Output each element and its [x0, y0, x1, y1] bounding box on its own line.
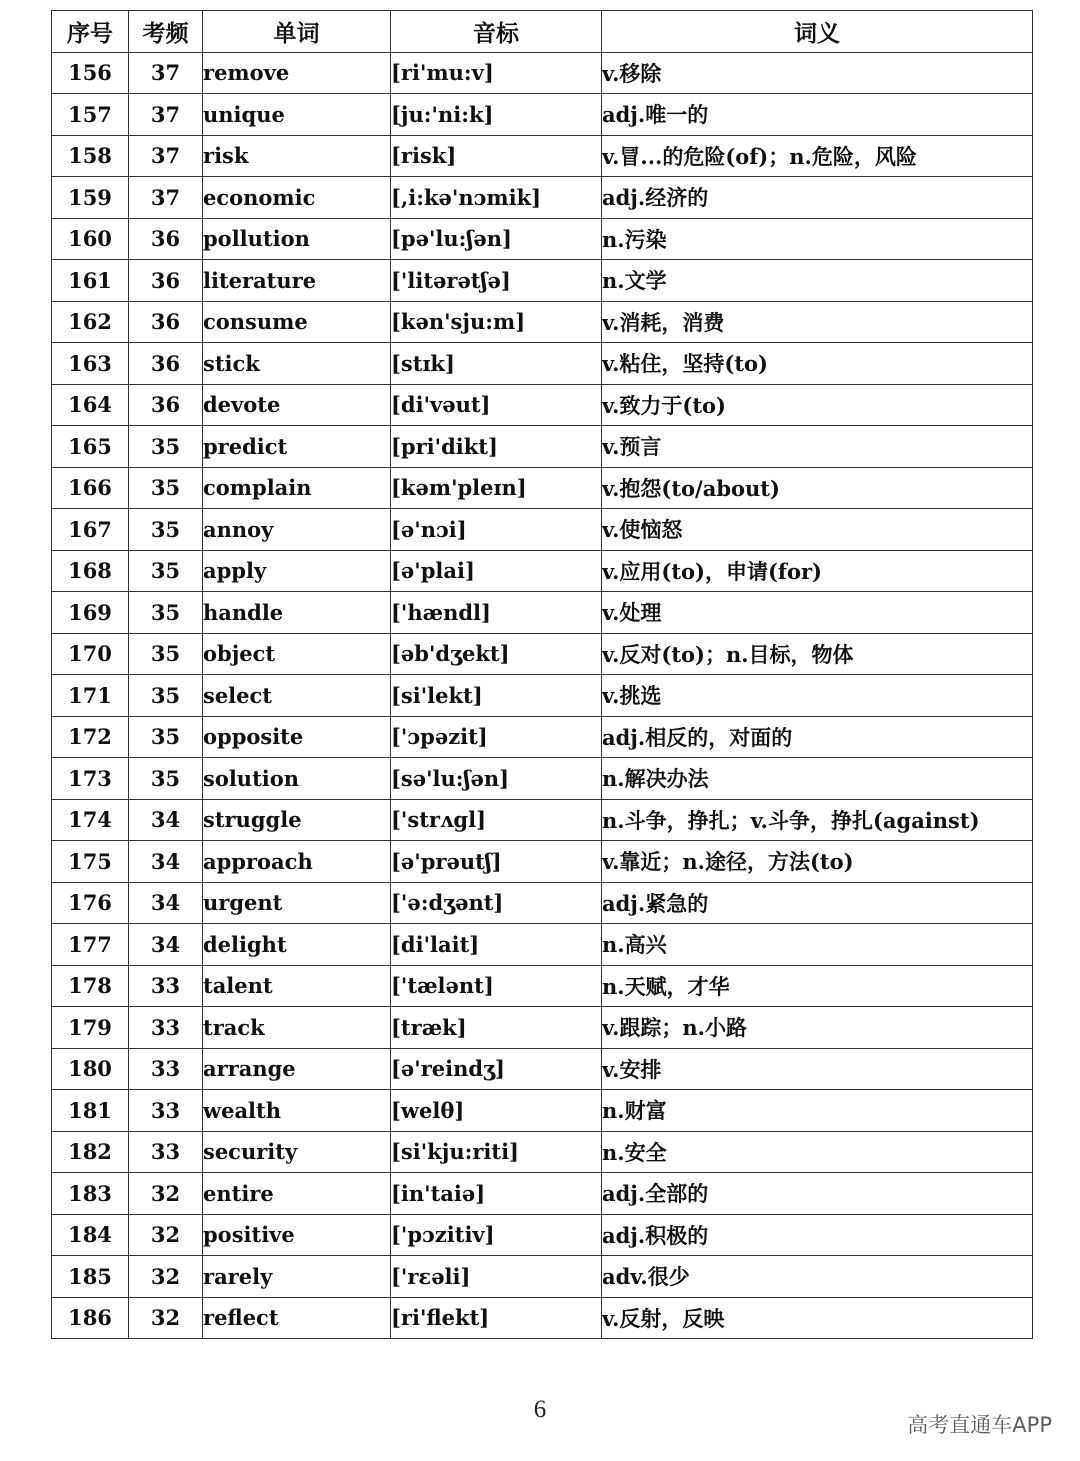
cell-phonetic: [kəm'pleɪn] — [391, 467, 602, 509]
cell-frequency: 34 — [129, 841, 203, 883]
cell-definition: v.应用(to)，申请(for) — [602, 550, 1033, 592]
cell-word: devote — [203, 384, 391, 426]
watermark-text: 高考直通车APP — [907, 1413, 1052, 1437]
cell-definition: v.反射，反映 — [602, 1297, 1033, 1339]
cell-id: 161 — [52, 260, 129, 302]
cell-phonetic: [ə'nɔi] — [391, 509, 602, 551]
table-row — [52, 841, 1033, 883]
cell-phonetic: [sə'lu:ʃən] — [391, 758, 602, 800]
cell-frequency: 35 — [129, 467, 203, 509]
cell-phonetic: ['tælənt] — [391, 965, 602, 1007]
cell-id: 167 — [52, 509, 129, 551]
cell-id: 178 — [52, 965, 129, 1007]
cell-phonetic: [pə'lu:ʃən] — [391, 218, 602, 260]
cell-frequency: 34 — [129, 799, 203, 841]
cell-word: consume — [203, 301, 391, 343]
cell-frequency: 35 — [129, 550, 203, 592]
cell-frequency: 32 — [129, 1297, 203, 1339]
cell-frequency: 33 — [129, 965, 203, 1007]
table-row — [52, 799, 1033, 841]
table-header — [52, 11, 1033, 53]
cell-word: pollution — [203, 218, 391, 260]
cell-id: 176 — [52, 882, 129, 924]
cell-frequency: 32 — [129, 1256, 203, 1298]
cell-phonetic: [træk] — [391, 1007, 602, 1049]
cell-frequency: 37 — [129, 135, 203, 177]
cell-definition: v.粘住，坚持(to) — [602, 343, 1033, 385]
table-row — [52, 384, 1033, 426]
cell-frequency: 35 — [129, 592, 203, 634]
cell-frequency: 37 — [129, 177, 203, 219]
table-row — [52, 301, 1033, 343]
cell-definition: n.天赋，才华 — [602, 965, 1033, 1007]
cell-phonetic: [ju:'ni:k] — [391, 94, 602, 136]
cell-id: 183 — [52, 1173, 129, 1215]
table-row — [52, 965, 1033, 1007]
cell-frequency: 35 — [129, 633, 203, 675]
cell-id: 179 — [52, 1007, 129, 1049]
cell-id: 168 — [52, 550, 129, 592]
table-row — [52, 675, 1033, 717]
cell-id: 159 — [52, 177, 129, 219]
cell-id: 166 — [52, 467, 129, 509]
table-row — [52, 1007, 1033, 1049]
cell-id: 184 — [52, 1214, 129, 1256]
cell-id: 163 — [52, 343, 129, 385]
table-row — [52, 882, 1033, 924]
cell-definition: adj.紧急的 — [602, 882, 1033, 924]
cell-word: handle — [203, 592, 391, 634]
table-row — [52, 716, 1033, 758]
table-row — [52, 758, 1033, 800]
header-id: 序号 — [52, 11, 129, 53]
cell-phonetic: [welθ] — [391, 1090, 602, 1132]
cell-phonetic: [,i:kə'nɔmik] — [391, 177, 602, 219]
cell-frequency: 35 — [129, 509, 203, 551]
cell-word: select — [203, 675, 391, 717]
vocabulary-table — [51, 10, 1033, 1339]
cell-phonetic: [pri'dikt] — [391, 426, 602, 468]
cell-word: object — [203, 633, 391, 675]
cell-phonetic: [əb'dʒekt] — [391, 633, 602, 675]
cell-definition: v.反对(to)；n.目标，物体 — [602, 633, 1033, 675]
cell-phonetic: [ə'prəutʃ] — [391, 841, 602, 883]
cell-id: 174 — [52, 799, 129, 841]
cell-frequency: 35 — [129, 716, 203, 758]
cell-id: 171 — [52, 675, 129, 717]
cell-phonetic: [di'lait] — [391, 924, 602, 966]
table-row — [52, 1297, 1033, 1339]
cell-phonetic: ['strʌgl] — [391, 799, 602, 841]
cell-definition: v.使恼怒 — [602, 509, 1033, 551]
cell-definition: adj.唯一的 — [602, 94, 1033, 136]
cell-phonetic: [si'kju:riti] — [391, 1131, 602, 1173]
table-row — [52, 633, 1033, 675]
cell-frequency: 36 — [129, 301, 203, 343]
cell-word: literature — [203, 260, 391, 302]
table-row — [52, 177, 1033, 219]
cell-word: arrange — [203, 1048, 391, 1090]
header-frequency: 考频 — [129, 11, 203, 53]
table-row — [52, 1214, 1033, 1256]
header-definition: 词义 — [602, 11, 1033, 53]
cell-word: delight — [203, 924, 391, 966]
table-row — [52, 260, 1033, 302]
table-row — [52, 550, 1033, 592]
cell-frequency: 34 — [129, 882, 203, 924]
cell-phonetic: [stɪk] — [391, 343, 602, 385]
cell-id: 172 — [52, 716, 129, 758]
cell-definition: v.靠近；n.途径，方法(to) — [602, 841, 1033, 883]
table-row — [52, 1131, 1033, 1173]
cell-frequency: 34 — [129, 924, 203, 966]
cell-definition: n.高兴 — [602, 924, 1033, 966]
cell-frequency: 35 — [129, 426, 203, 468]
cell-id: 175 — [52, 841, 129, 883]
cell-id: 157 — [52, 94, 129, 136]
cell-definition: v.处理 — [602, 592, 1033, 634]
cell-phonetic: [ri'mu:v] — [391, 52, 602, 94]
cell-definition: n.安全 — [602, 1131, 1033, 1173]
cell-frequency: 35 — [129, 675, 203, 717]
header-phonetic: 音标 — [391, 11, 602, 53]
cell-phonetic: ['pɔzitiv] — [391, 1214, 602, 1256]
cell-word: entire — [203, 1173, 391, 1215]
cell-word: complain — [203, 467, 391, 509]
cell-phonetic: ['litərətʃə] — [391, 260, 602, 302]
cell-word: remove — [203, 52, 391, 94]
cell-id: 170 — [52, 633, 129, 675]
cell-frequency: 33 — [129, 1007, 203, 1049]
cell-id: 182 — [52, 1131, 129, 1173]
cell-phonetic: [in'taiə] — [391, 1173, 602, 1215]
cell-definition: adj.经济的 — [602, 177, 1033, 219]
cell-phonetic: [di'vəut] — [391, 384, 602, 426]
cell-definition: n.斗争，挣扎；v.斗争，挣扎(against) — [602, 799, 1033, 841]
cell-definition: n.解决办法 — [602, 758, 1033, 800]
table-row — [52, 218, 1033, 260]
cell-definition: v.抱怨(to/about) — [602, 467, 1033, 509]
table-row — [52, 1090, 1033, 1132]
cell-id: 165 — [52, 426, 129, 468]
cell-word: opposite — [203, 716, 391, 758]
cell-phonetic: [si'lekt] — [391, 675, 602, 717]
cell-id: 169 — [52, 592, 129, 634]
cell-phonetic: [kən'sju:m] — [391, 301, 602, 343]
cell-definition: v.跟踪；n.小路 — [602, 1007, 1033, 1049]
table-row — [52, 52, 1033, 94]
cell-frequency: 36 — [129, 260, 203, 302]
table-row — [52, 467, 1033, 509]
table-row — [52, 343, 1033, 385]
cell-id: 173 — [52, 758, 129, 800]
cell-definition: n.财富 — [602, 1090, 1033, 1132]
table-row — [52, 1173, 1033, 1215]
cell-frequency: 36 — [129, 343, 203, 385]
cell-id: 156 — [52, 52, 129, 94]
cell-definition: v.消耗，消费 — [602, 301, 1033, 343]
header-word: 单词 — [203, 11, 391, 53]
cell-definition: adj.相反的，对面的 — [602, 716, 1033, 758]
cell-word: talent — [203, 965, 391, 1007]
cell-frequency: 32 — [129, 1214, 203, 1256]
table-row — [52, 135, 1033, 177]
cell-word: reflect — [203, 1297, 391, 1339]
cell-frequency: 36 — [129, 218, 203, 260]
cell-word: rarely — [203, 1256, 391, 1298]
cell-id: 160 — [52, 218, 129, 260]
cell-word: risk — [203, 135, 391, 177]
table-row — [52, 1048, 1033, 1090]
cell-definition: v.安排 — [602, 1048, 1033, 1090]
cell-phonetic: [ə'plai] — [391, 550, 602, 592]
cell-word: track — [203, 1007, 391, 1049]
cell-definition: adv.很少 — [602, 1256, 1033, 1298]
cell-word: urgent — [203, 882, 391, 924]
cell-id: 185 — [52, 1256, 129, 1298]
table-row — [52, 426, 1033, 468]
cell-phonetic: [risk] — [391, 135, 602, 177]
cell-frequency: 33 — [129, 1090, 203, 1132]
cell-word: predict — [203, 426, 391, 468]
table-row — [52, 509, 1033, 551]
cell-word: positive — [203, 1214, 391, 1256]
cell-id: 162 — [52, 301, 129, 343]
cell-frequency: 37 — [129, 94, 203, 136]
cell-word: stick — [203, 343, 391, 385]
cell-id: 181 — [52, 1090, 129, 1132]
cell-definition: n.污染 — [602, 218, 1033, 260]
cell-word: wealth — [203, 1090, 391, 1132]
table-row — [52, 94, 1033, 136]
cell-word: struggle — [203, 799, 391, 841]
cell-word: security — [203, 1131, 391, 1173]
cell-frequency: 36 — [129, 384, 203, 426]
cell-phonetic: [ə'reindʒ] — [391, 1048, 602, 1090]
cell-definition: adj.积极的 — [602, 1214, 1033, 1256]
cell-phonetic: [ri'flekt] — [391, 1297, 602, 1339]
cell-frequency: 35 — [129, 758, 203, 800]
cell-id: 164 — [52, 384, 129, 426]
cell-word: annoy — [203, 509, 391, 551]
cell-frequency: 37 — [129, 52, 203, 94]
cell-word: unique — [203, 94, 391, 136]
cell-phonetic: ['rɛəli] — [391, 1256, 602, 1298]
table-row — [52, 1256, 1033, 1298]
cell-definition: v.移除 — [602, 52, 1033, 94]
page-number: 6 — [533, 1396, 547, 1423]
cell-phonetic: ['hændl] — [391, 592, 602, 634]
cell-definition: v.致力于(to) — [602, 384, 1033, 426]
cell-phonetic: ['ɔpəzit] — [391, 716, 602, 758]
cell-frequency: 32 — [129, 1173, 203, 1215]
cell-word: economic — [203, 177, 391, 219]
cell-word: solution — [203, 758, 391, 800]
cell-definition: v.预言 — [602, 426, 1033, 468]
cell-frequency: 33 — [129, 1048, 203, 1090]
cell-definition: v.冒...的危险(of)；n.危险，风险 — [602, 135, 1033, 177]
cell-id: 186 — [52, 1297, 129, 1339]
cell-definition: adj.全部的 — [602, 1173, 1033, 1215]
cell-word: approach — [203, 841, 391, 883]
cell-id: 180 — [52, 1048, 129, 1090]
table-row — [52, 592, 1033, 634]
cell-frequency: 33 — [129, 1131, 203, 1173]
cell-word: apply — [203, 550, 391, 592]
cell-id: 158 — [52, 135, 129, 177]
cell-phonetic: ['ə:dʒənt] — [391, 882, 602, 924]
cell-definition: v.挑选 — [602, 675, 1033, 717]
table-row — [52, 924, 1033, 966]
table-body — [52, 52, 1033, 1339]
cell-id: 177 — [52, 924, 129, 966]
cell-definition: n.文学 — [602, 260, 1033, 302]
header-row — [52, 11, 1033, 53]
